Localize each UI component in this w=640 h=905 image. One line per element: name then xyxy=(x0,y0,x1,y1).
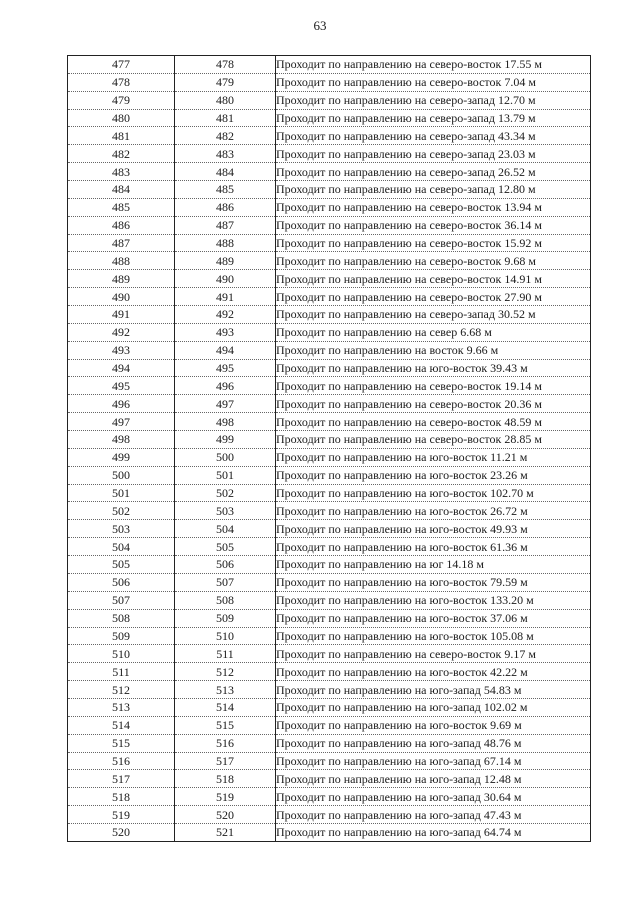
cell-to-point: 478 xyxy=(175,56,276,74)
cell-description: Проходит по направлению на юго-запад 54.83 м xyxy=(276,681,591,699)
cell-description: Проходит по направлению на северо-восток 14.91 м xyxy=(276,270,591,288)
cell-from-point: 486 xyxy=(68,216,175,234)
cell-description: Проходит по направлению на северо-запад 12.70 м xyxy=(276,91,591,109)
cell-to-point: 512 xyxy=(175,663,276,681)
cell-from-point: 480 xyxy=(68,109,175,127)
table-row xyxy=(68,270,591,288)
cell-from-point: 512 xyxy=(68,681,175,699)
table-row xyxy=(68,198,591,216)
cell-from-point: 487 xyxy=(68,234,175,252)
table-row xyxy=(68,145,591,163)
cell-from-point: 498 xyxy=(68,431,175,449)
cell-from-point: 504 xyxy=(68,538,175,556)
cell-description: Проходит по направлению на северо-запад 23.03 м xyxy=(276,145,591,163)
cell-description: Проходит по направлению на юго-восток 61.36 м xyxy=(276,538,591,556)
table-row xyxy=(68,806,591,824)
cell-description: Проходит по направлению на северо-запад 26.52 м xyxy=(276,163,591,181)
table-row xyxy=(68,681,591,699)
cell-description: Проходит по направлению на северо-восток 36.14 м xyxy=(276,216,591,234)
cell-from-point: 515 xyxy=(68,734,175,752)
table-row xyxy=(68,591,591,609)
cell-from-point: 482 xyxy=(68,145,175,163)
cell-description: Проходит по направлению на северо-восток 28.85 м xyxy=(276,431,591,449)
table-row xyxy=(68,163,591,181)
cell-description: Проходит по направлению на северо-восток 13.94 м xyxy=(276,198,591,216)
cell-description: Проходит по направлению на юго-восток 105.08 м xyxy=(276,627,591,645)
cell-to-point: 514 xyxy=(175,698,276,716)
cell-description: Проходит по направлению на юго-запад 64.74 м xyxy=(276,823,591,841)
cell-to-point: 504 xyxy=(175,520,276,538)
cell-description: Проходит по направлению на северо-восток 19.14 м xyxy=(276,377,591,395)
cell-description: Проходит по направлению на северо-запад 43.34 м xyxy=(276,127,591,145)
cell-to-point: 519 xyxy=(175,788,276,806)
cell-to-point: 480 xyxy=(175,91,276,109)
cell-to-point: 486 xyxy=(175,198,276,216)
cell-from-point: 511 xyxy=(68,663,175,681)
table-row xyxy=(68,520,591,538)
cell-to-point: 492 xyxy=(175,306,276,324)
cell-to-point: 499 xyxy=(175,431,276,449)
cell-from-point: 517 xyxy=(68,770,175,788)
cell-to-point: 488 xyxy=(175,234,276,252)
cell-to-point: 494 xyxy=(175,341,276,359)
cell-description: Проходит по направлению на юго-запад 67.14 м xyxy=(276,752,591,770)
table-row xyxy=(68,377,591,395)
cell-to-point: 482 xyxy=(175,127,276,145)
cell-description: Проходит по направлению на северо-восток 20.36 м xyxy=(276,395,591,413)
cell-to-point: 520 xyxy=(175,806,276,824)
cell-to-point: 483 xyxy=(175,145,276,163)
table-row xyxy=(68,341,591,359)
cell-from-point: 484 xyxy=(68,181,175,199)
cell-from-point: 483 xyxy=(68,163,175,181)
table-row xyxy=(68,627,591,645)
cell-description: Проходит по направлению на юго-запад 30.64 м xyxy=(276,788,591,806)
cell-description: Проходит по направлению на юго-запад 102.02 м xyxy=(276,698,591,716)
cell-description: Проходит по направлению на северо-восток 17.55 м xyxy=(276,56,591,74)
table-row xyxy=(68,395,591,413)
cell-description: Проходит по направлению на северо-восток 15.92 м xyxy=(276,234,591,252)
table-row xyxy=(68,448,591,466)
cell-from-point: 499 xyxy=(68,448,175,466)
table-row xyxy=(68,431,591,449)
cell-to-point: 500 xyxy=(175,448,276,466)
cell-from-point: 509 xyxy=(68,627,175,645)
cell-from-point: 489 xyxy=(68,270,175,288)
cell-to-point: 507 xyxy=(175,573,276,591)
table-row xyxy=(68,109,591,127)
cell-description: Проходит по направлению на юго-восток 102.70 м xyxy=(276,484,591,502)
cell-to-point: 496 xyxy=(175,377,276,395)
table-row xyxy=(68,181,591,199)
table-row xyxy=(68,484,591,502)
cell-description: Проходит по направлению на северо-запад 12.80 м xyxy=(276,181,591,199)
cell-to-point: 484 xyxy=(175,163,276,181)
table-row xyxy=(68,752,591,770)
cell-to-point: 497 xyxy=(175,395,276,413)
cell-to-point: 515 xyxy=(175,716,276,734)
table-row xyxy=(68,73,591,91)
cell-to-point: 489 xyxy=(175,252,276,270)
cell-from-point: 505 xyxy=(68,556,175,574)
table-row xyxy=(68,56,591,74)
boundary-points-table xyxy=(67,55,591,842)
table-row xyxy=(68,466,591,484)
cell-to-point: 506 xyxy=(175,556,276,574)
cell-from-point: 478 xyxy=(68,73,175,91)
cell-to-point: 481 xyxy=(175,109,276,127)
cell-description: Проходит по направлению на юго-восток 9.69 м xyxy=(276,716,591,734)
cell-from-point: 481 xyxy=(68,127,175,145)
cell-description: Проходит по направлению на северо-восток 9.68 м xyxy=(276,252,591,270)
cell-to-point: 513 xyxy=(175,681,276,699)
table-row xyxy=(68,216,591,234)
cell-from-point: 493 xyxy=(68,341,175,359)
cell-to-point: 518 xyxy=(175,770,276,788)
cell-to-point: 498 xyxy=(175,413,276,431)
cell-from-point: 477 xyxy=(68,56,175,74)
cell-to-point: 485 xyxy=(175,181,276,199)
cell-to-point: 493 xyxy=(175,323,276,341)
cell-from-point: 520 xyxy=(68,823,175,841)
table-row xyxy=(68,788,591,806)
cell-description: Проходит по направлению на юго-восток 11.21 м xyxy=(276,448,591,466)
cell-from-point: 491 xyxy=(68,306,175,324)
cell-from-point: 513 xyxy=(68,698,175,716)
table-row xyxy=(68,645,591,663)
table-row xyxy=(68,288,591,306)
table-row xyxy=(68,770,591,788)
cell-from-point: 503 xyxy=(68,520,175,538)
cell-to-point: 509 xyxy=(175,609,276,627)
cell-description: Проходит по направлению на юго-восток 79.59 м xyxy=(276,573,591,591)
cell-from-point: 506 xyxy=(68,573,175,591)
table-row xyxy=(68,734,591,752)
table-body xyxy=(68,56,591,842)
cell-to-point: 503 xyxy=(175,502,276,520)
cell-from-point: 508 xyxy=(68,609,175,627)
cell-from-point: 485 xyxy=(68,198,175,216)
table-row xyxy=(68,663,591,681)
cell-to-point: 487 xyxy=(175,216,276,234)
table-row xyxy=(68,716,591,734)
table-row xyxy=(68,823,591,841)
cell-to-point: 516 xyxy=(175,734,276,752)
cell-description: Проходит по направлению на северо-восток 7.04 м xyxy=(276,73,591,91)
table-row xyxy=(68,359,591,377)
cell-description: Проходит по направлению на юго-восток 133.20 м xyxy=(276,591,591,609)
cell-description: Проходит по направлению на юго-восток 23.26 м xyxy=(276,466,591,484)
cell-description: Проходит по направлению на северо-восток 27.90 м xyxy=(276,288,591,306)
cell-to-point: 517 xyxy=(175,752,276,770)
cell-to-point: 521 xyxy=(175,823,276,841)
table-row xyxy=(68,306,591,324)
cell-from-point: 488 xyxy=(68,252,175,270)
cell-from-point: 500 xyxy=(68,466,175,484)
cell-to-point: 479 xyxy=(175,73,276,91)
table-row xyxy=(68,698,591,716)
cell-description: Проходит по направлению на северо-восток 9.17 м xyxy=(276,645,591,663)
cell-description: Проходит по направлению на юго-восток 49.93 м xyxy=(276,520,591,538)
table-row xyxy=(68,127,591,145)
cell-from-point: 514 xyxy=(68,716,175,734)
table-row xyxy=(68,502,591,520)
table-row xyxy=(68,538,591,556)
cell-from-point: 502 xyxy=(68,502,175,520)
cell-from-point: 516 xyxy=(68,752,175,770)
table-row xyxy=(68,413,591,431)
table-row xyxy=(68,234,591,252)
cell-description: Проходит по направлению на север 6.68 м xyxy=(276,323,591,341)
cell-description: Проходит по направлению на юг 14.18 м xyxy=(276,556,591,574)
cell-description: Проходит по направлению на северо-запад 13.79 м xyxy=(276,109,591,127)
cell-to-point: 511 xyxy=(175,645,276,663)
cell-to-point: 490 xyxy=(175,270,276,288)
cell-description: Проходит по направлению на северо-запад 30.52 м xyxy=(276,306,591,324)
cell-from-point: 519 xyxy=(68,806,175,824)
cell-from-point: 495 xyxy=(68,377,175,395)
table-row xyxy=(68,252,591,270)
cell-description: Проходит по направлению на юго-восток 37.06 м xyxy=(276,609,591,627)
cell-to-point: 495 xyxy=(175,359,276,377)
cell-description: Проходит по направлению на юго-запад 47.43 м xyxy=(276,806,591,824)
cell-from-point: 479 xyxy=(68,91,175,109)
cell-description: Проходит по направлению на юго-запад 12.48 м xyxy=(276,770,591,788)
cell-description: Проходит по направлению на восток 9.66 м xyxy=(276,341,591,359)
cell-description: Проходит по направлению на юго-восток 26.72 м xyxy=(276,502,591,520)
cell-description: Проходит по направлению на юго-запад 48.76 м xyxy=(276,734,591,752)
cell-to-point: 502 xyxy=(175,484,276,502)
table-row xyxy=(68,556,591,574)
table-row xyxy=(68,573,591,591)
table-row xyxy=(68,91,591,109)
cell-from-point: 507 xyxy=(68,591,175,609)
cell-to-point: 510 xyxy=(175,627,276,645)
cell-to-point: 505 xyxy=(175,538,276,556)
cell-from-point: 492 xyxy=(68,323,175,341)
cell-to-point: 508 xyxy=(175,591,276,609)
cell-description: Проходит по направлению на северо-восток 48.59 м xyxy=(276,413,591,431)
cell-from-point: 518 xyxy=(68,788,175,806)
cell-to-point: 491 xyxy=(175,288,276,306)
cell-from-point: 496 xyxy=(68,395,175,413)
cell-from-point: 494 xyxy=(68,359,175,377)
table-row xyxy=(68,323,591,341)
cell-to-point: 501 xyxy=(175,466,276,484)
cell-from-point: 497 xyxy=(68,413,175,431)
cell-from-point: 490 xyxy=(68,288,175,306)
cell-from-point: 501 xyxy=(68,484,175,502)
cell-description: Проходит по направлению на юго-восток 42.22 м xyxy=(276,663,591,681)
page-number: 63 xyxy=(313,18,327,33)
cell-from-point: 510 xyxy=(68,645,175,663)
cell-description: Проходит по направлению на юго-восток 39.43 м xyxy=(276,359,591,377)
table-row xyxy=(68,609,591,627)
